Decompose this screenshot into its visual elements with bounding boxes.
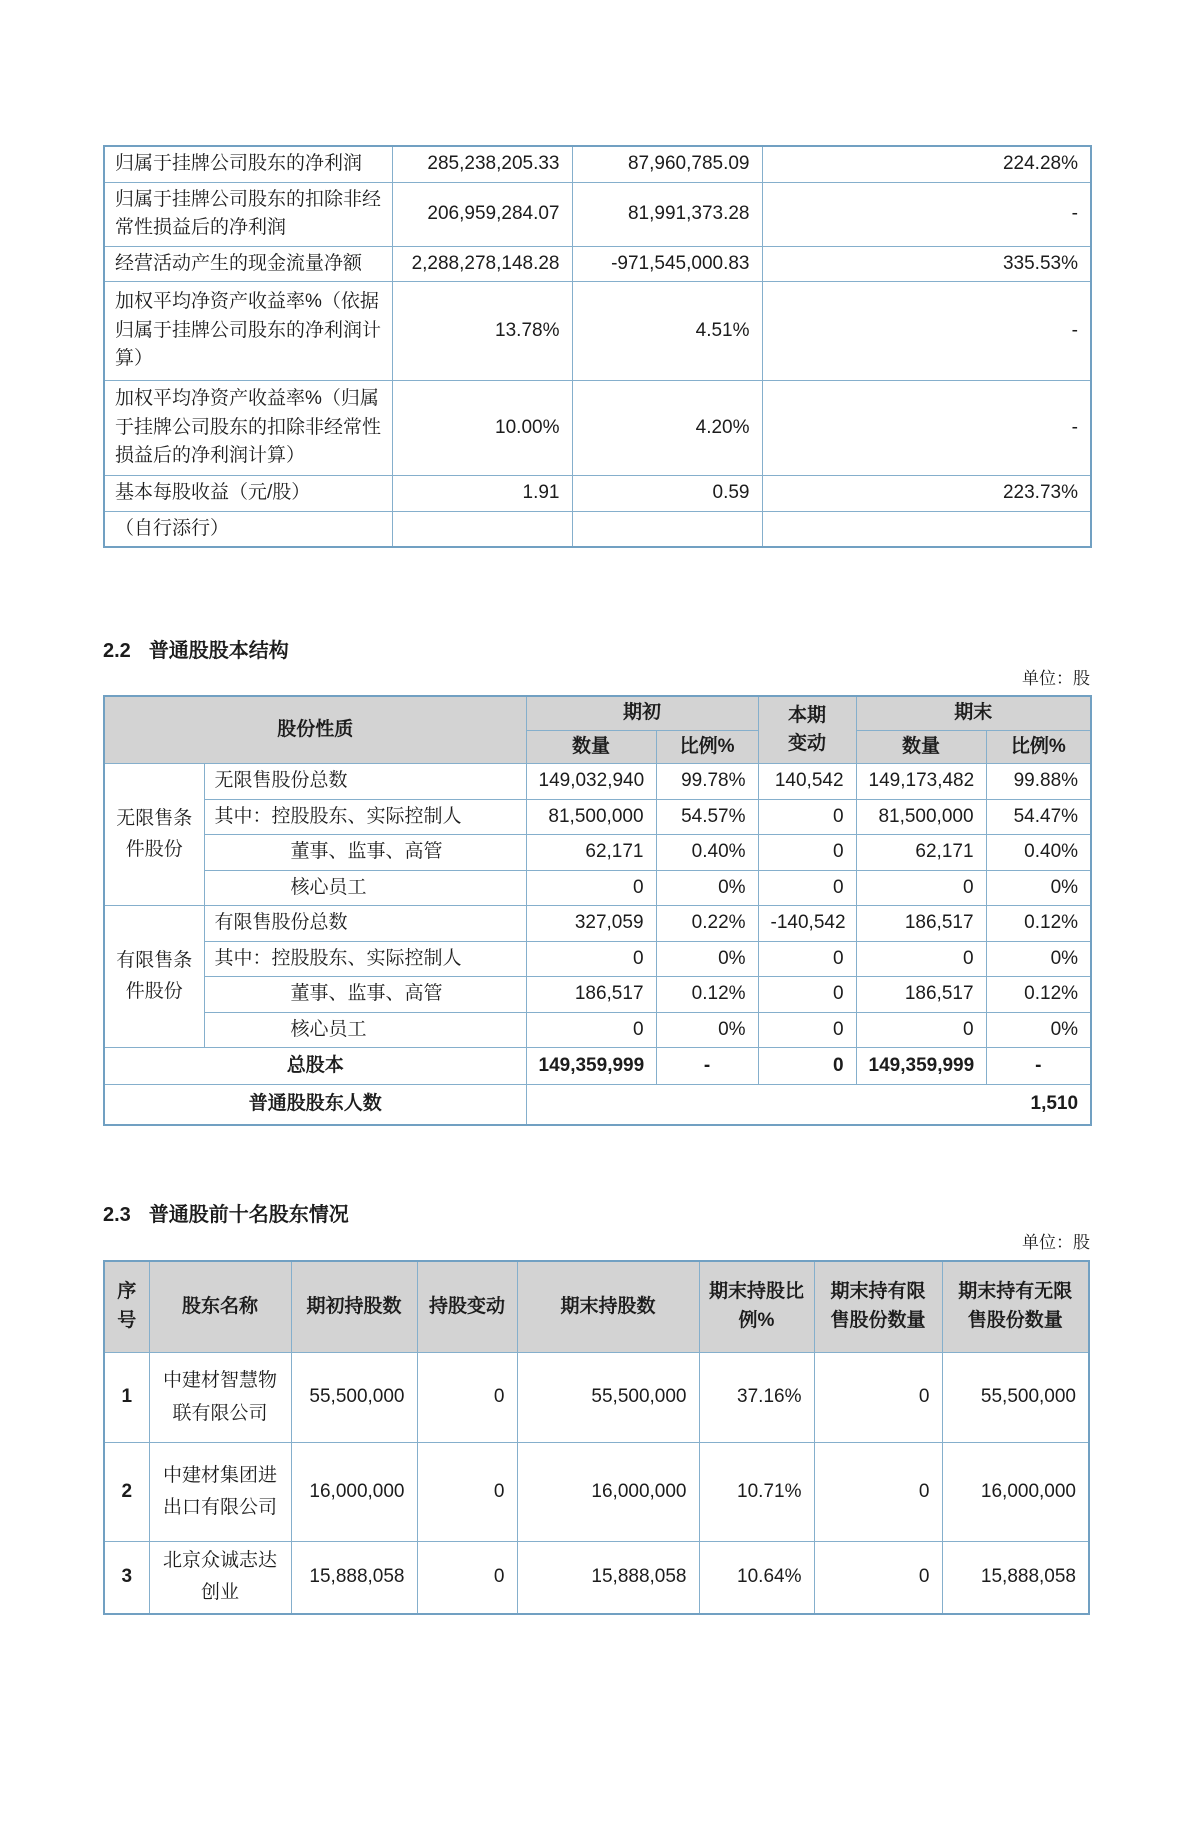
- metric-label: 归属于挂牌公司股东的扣除非经常性损益后的净利润: [104, 182, 392, 246]
- row-label: 核心员工: [204, 870, 526, 906]
- table-header-row: [104, 1261, 1089, 1353]
- table-row: [104, 476, 1091, 512]
- cell-begin-shares: 15,888,058: [291, 1542, 417, 1614]
- header-end-restricted: 期末持有限售股份数量: [814, 1261, 942, 1353]
- total-label: 总股本: [104, 1048, 526, 1085]
- metric-prior: 4.20%: [572, 381, 762, 476]
- cell-end-restricted: 0: [814, 1353, 942, 1443]
- metric-change: 224.28%: [762, 146, 1091, 182]
- cell-begin-shares: 16,000,000: [291, 1443, 417, 1542]
- row-label: 有限售股份总数: [204, 906, 526, 942]
- cell-begin-qty: 0: [526, 941, 656, 977]
- cell-change: 0: [758, 870, 856, 906]
- cell-end-qty: 0: [856, 941, 986, 977]
- shareholder-row: [104, 1542, 1089, 1614]
- metric-label: 经营活动产生的现金流量净额: [104, 246, 392, 282]
- metric-prior: 87,960,785.09: [572, 146, 762, 182]
- table-row: [104, 182, 1091, 246]
- cell-end-shares: 16,000,000: [517, 1443, 699, 1542]
- unit-label: 单位：股: [1022, 1232, 1090, 1252]
- cell-end-shares: 15,888,058: [517, 1542, 699, 1614]
- header-end-unrestricted: 期末持有无限售股份数量: [942, 1261, 1089, 1353]
- cell-share-change: 0: [417, 1353, 517, 1443]
- table-row: [104, 282, 1091, 381]
- summary-table: [103, 145, 1092, 548]
- metric-prior: -971,545,000.83: [572, 246, 762, 282]
- cell-index: 1: [104, 1353, 149, 1443]
- header-quantity: 数量: [856, 730, 986, 764]
- row-label: 其中：控股股东、实际控制人: [204, 941, 526, 977]
- cell-begin-pct: 0.40%: [656, 835, 758, 871]
- row-label: 无限售股份总数: [204, 764, 526, 800]
- header-ending: 期末: [856, 696, 1091, 730]
- metric-current: 13.78%: [392, 282, 572, 381]
- cell-begin-pct: 0%: [656, 941, 758, 977]
- cell-share-change: 0: [417, 1542, 517, 1614]
- cell-end-pct: 0.12%: [986, 977, 1091, 1013]
- cell-end-qty: 149,359,999: [856, 1048, 986, 1085]
- cell-share-change: 0: [417, 1443, 517, 1542]
- shareholder-row: [104, 1443, 1089, 1542]
- section-number: 2.2: [103, 640, 131, 662]
- cell-begin-pct: 0%: [656, 870, 758, 906]
- cell-begin-qty: 0: [526, 870, 656, 906]
- cell-begin-pct: 99.78%: [656, 764, 758, 800]
- cell-end-restricted: 0: [814, 1542, 942, 1614]
- cell-end-qty: 0: [856, 870, 986, 906]
- cell-begin-qty: 149,032,940: [526, 764, 656, 800]
- cell-end-pct: 37.16%: [699, 1353, 814, 1443]
- group-restricted: 有限售条件股份: [104, 906, 204, 1048]
- cell-end-pct: 54.47%: [986, 799, 1091, 835]
- section-title: 普通股前十名股东情况: [148, 1203, 349, 1226]
- cell-begin-qty: 62,171: [526, 835, 656, 871]
- report-page: [0, 145, 1200, 1844]
- cell-change: 0: [758, 799, 856, 835]
- section-2-3-heading: [103, 1202, 1090, 1228]
- metric-change: -: [762, 381, 1091, 476]
- table-header-row: [104, 696, 1091, 730]
- cell-end-pct: 0%: [986, 870, 1091, 906]
- metric-current: [392, 511, 572, 547]
- shareholder-count-row: [104, 1085, 1091, 1125]
- cell-end-pct: 10.64%: [699, 1542, 814, 1614]
- section-title: 普通股股本结构: [148, 640, 289, 662]
- cell-begin-qty: 186,517: [526, 977, 656, 1013]
- cell-change: 140,542: [758, 764, 856, 800]
- table-row: [104, 381, 1091, 476]
- cell-end-pct: 0%: [986, 941, 1091, 977]
- metric-change: [762, 511, 1091, 547]
- table-row: [104, 146, 1091, 182]
- cell-begin-pct: 0.22%: [656, 906, 758, 942]
- header-period-change-line2: 变动: [788, 733, 827, 754]
- table-row: [104, 1012, 1091, 1048]
- row-label: 其中：控股股东、实际控制人: [204, 799, 526, 835]
- cell-end-pct: 99.88%: [986, 764, 1091, 800]
- header-quantity: 数量: [526, 730, 656, 764]
- metric-change: 223.73%: [762, 476, 1091, 512]
- cell-end-qty: 62,171: [856, 835, 986, 871]
- cell-end-unrestricted: 15,888,058: [942, 1542, 1089, 1614]
- row-label: 董事、监事、高管: [204, 977, 526, 1013]
- cell-index: 2: [104, 1443, 149, 1542]
- top-shareholders-table: [103, 1260, 1090, 1615]
- unit-label: 单位：股: [1022, 669, 1090, 688]
- cell-end-unrestricted: 55,500,000: [942, 1353, 1089, 1443]
- cell-change: -140,542: [758, 906, 856, 942]
- cell-begin-shares: 55,500,000: [291, 1353, 417, 1443]
- metric-current: 10.00%: [392, 381, 572, 476]
- header-begin-shares: 期初持股数: [291, 1261, 417, 1353]
- header-beginning: 期初: [526, 696, 758, 730]
- table-row: [104, 906, 1091, 942]
- metric-prior: [572, 511, 762, 547]
- cell-end-pct: 0.12%: [986, 906, 1091, 942]
- header-period-change-line1: 本期: [788, 704, 827, 726]
- cell-end-pct: 10.71%: [699, 1443, 814, 1542]
- cell-begin-qty: 81,500,000: [526, 799, 656, 835]
- cell-begin-qty: 327,059: [526, 906, 656, 942]
- row-label: 核心员工: [204, 1012, 526, 1048]
- cell-shareholder-name: 北京众诚志达创业: [149, 1542, 291, 1614]
- cell-end-qty: 149,173,482: [856, 764, 986, 800]
- cell-end-pct: -: [986, 1048, 1091, 1085]
- metric-change: -: [762, 182, 1091, 246]
- table-row: [104, 764, 1091, 800]
- table-row: [104, 941, 1091, 977]
- header-percent: 比例%: [656, 730, 758, 764]
- section-number: 2.3: [103, 1203, 131, 1226]
- header-percent: 比例%: [986, 730, 1091, 764]
- cell-begin-pct: 0%: [656, 1012, 758, 1048]
- table-row: [104, 870, 1091, 906]
- metric-prior: 81,991,373.28: [572, 182, 762, 246]
- metric-current: 1.91: [392, 476, 572, 512]
- metric-label: 基本每股收益（元/股）: [104, 476, 392, 512]
- cell-end-qty: 186,517: [856, 977, 986, 1013]
- cell-end-pct: 0.40%: [986, 835, 1091, 871]
- group-unrestricted: 无限售条件股份: [104, 764, 204, 906]
- metric-label: 加权平均净资产收益率%（归属于挂牌公司股东的扣除非经常性损益后的净利润计算）: [104, 381, 392, 476]
- metric-change: 335.53%: [762, 246, 1091, 282]
- holders-count: 1,510: [526, 1085, 1091, 1125]
- header-share-nature: 股份性质: [104, 696, 526, 764]
- metric-current: 2,288,278,148.28: [392, 246, 572, 282]
- cell-begin-qty: 0: [526, 1012, 656, 1048]
- holders-label: 普通股股东人数: [104, 1085, 526, 1125]
- shareholder-row: [104, 1353, 1089, 1443]
- cell-change: 0: [758, 1048, 856, 1085]
- cell-end-qty: 0: [856, 1012, 986, 1048]
- cell-change: 0: [758, 835, 856, 871]
- cell-shareholder-name: 中建材集团进出口有限公司: [149, 1443, 291, 1542]
- metric-current: 206,959,284.07: [392, 182, 572, 246]
- metric-label: （自行添行）: [104, 511, 392, 547]
- share-structure-table: [103, 695, 1092, 1126]
- section-2-2-heading: [103, 638, 1090, 664]
- metric-current: 285,238,205.33: [392, 146, 572, 182]
- metric-label: 加权平均净资产收益率%（依据归属于挂牌公司股东的净利润计算）: [104, 282, 392, 381]
- cell-shareholder-name: 中建材智慧物联有限公司: [149, 1353, 291, 1443]
- row-label: 董事、监事、高管: [204, 835, 526, 871]
- header-end-shares: 期末持股数: [517, 1261, 699, 1353]
- total-shares-row: [104, 1048, 1091, 1085]
- cell-change: 0: [758, 941, 856, 977]
- table-row: [104, 977, 1091, 1013]
- page-content: [103, 145, 1090, 1615]
- header-share-change: 持股变动: [417, 1261, 517, 1353]
- header-end-pct: 期末持股比例%: [699, 1261, 814, 1353]
- cell-end-qty: 81,500,000: [856, 799, 986, 835]
- cell-begin-qty: 149,359,999: [526, 1048, 656, 1085]
- cell-change: 0: [758, 1012, 856, 1048]
- cell-end-qty: 186,517: [856, 906, 986, 942]
- metric-prior: 4.51%: [572, 282, 762, 381]
- table-row: [104, 511, 1091, 547]
- cell-change: 0: [758, 977, 856, 1013]
- cell-end-unrestricted: 16,000,000: [942, 1443, 1089, 1542]
- table-row: [104, 799, 1091, 835]
- cell-end-pct: 0%: [986, 1012, 1091, 1048]
- header-shareholder-name: 股东名称: [149, 1261, 291, 1353]
- cell-begin-pct: -: [656, 1048, 758, 1085]
- metric-label: 归属于挂牌公司股东的净利润: [104, 146, 392, 182]
- metric-prior: 0.59: [572, 476, 762, 512]
- cell-end-shares: 55,500,000: [517, 1353, 699, 1443]
- cell-index: 3: [104, 1542, 149, 1614]
- cell-begin-pct: 0.12%: [656, 977, 758, 1013]
- table-row: [104, 246, 1091, 282]
- cell-end-restricted: 0: [814, 1443, 942, 1542]
- header-index: 序号: [104, 1261, 149, 1353]
- metric-change: -: [762, 282, 1091, 381]
- header-period-change: [758, 696, 856, 764]
- cell-begin-pct: 54.57%: [656, 799, 758, 835]
- table-row: [104, 835, 1091, 871]
